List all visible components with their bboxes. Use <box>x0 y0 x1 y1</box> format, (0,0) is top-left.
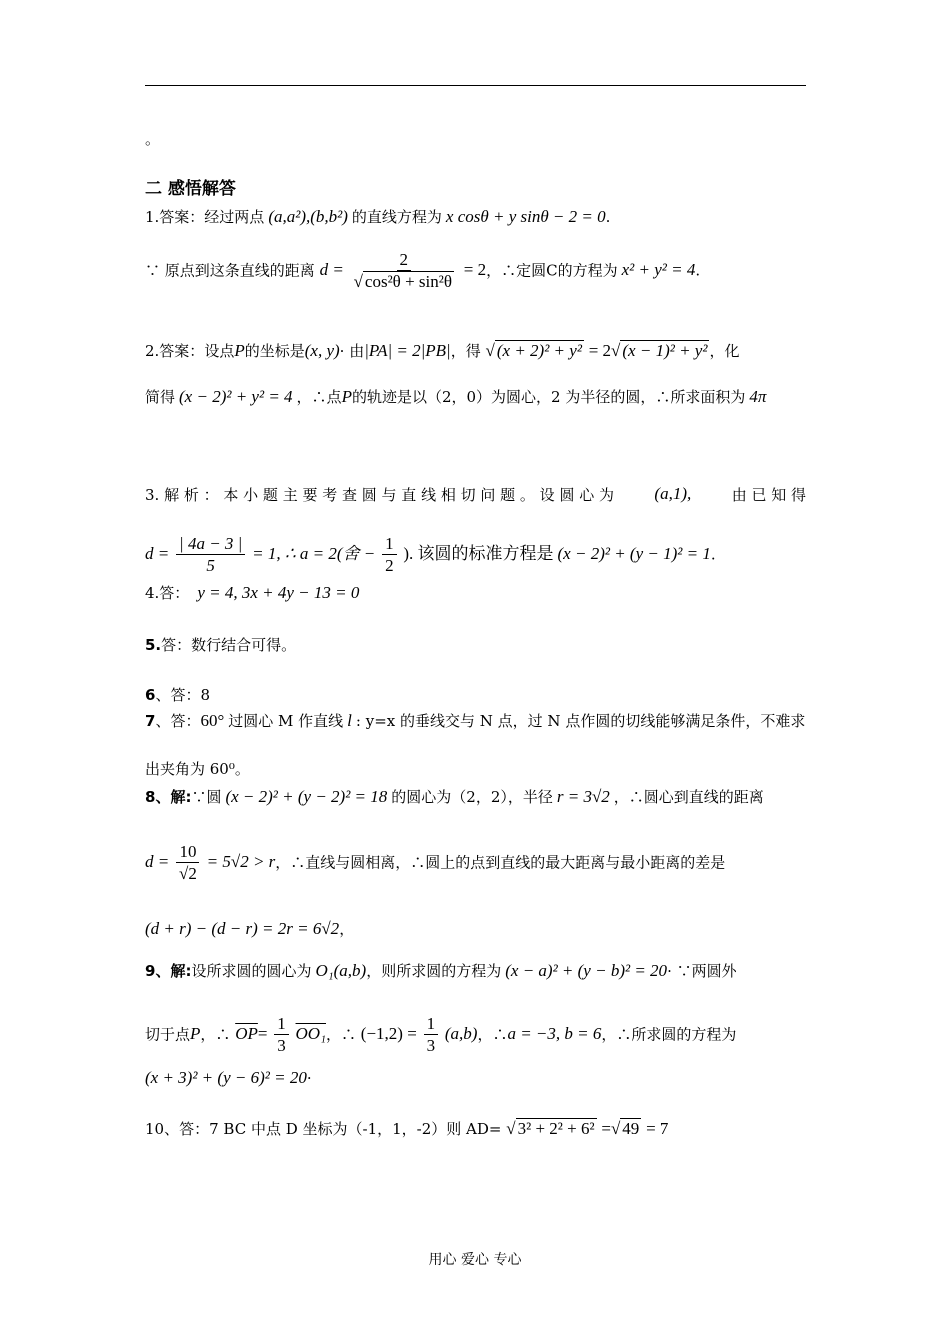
q1-line1: 1.答案：经过两点 (a,a²),(b,b²) 的直线方程为 x cosθ + y sinθ − 2 = 0. <box>145 207 611 226</box>
section-title: 二 感悟解答 <box>145 179 236 199</box>
top-text: 。 <box>145 130 161 148</box>
q2-line1: 2.答案：设点P的坐标是(x, y)· 由|PA| = 2|PB|，得 √ (x + 2)² + y² = 2√ (x − 1)² + y² ，化 <box>145 341 740 360</box>
q7-line1: 7、答：60° 过圆心 M 作直线 l : y=x 的垂线交与 N 点，过 N 点作圆的切线能够满足条件，不难求 <box>145 711 806 730</box>
q5-line: 5.答：数行结合可得。 <box>145 636 297 654</box>
q9-line3: (x + 3)² + (y − 6)² = 20· <box>145 1068 312 1087</box>
q2-line2: 简得 (x − 2)² + y² = 4 ，∴点P的轨迹是以（2，0）为圆心，2 为半径的圆，∴所求面积为 4π <box>145 387 767 406</box>
q3-line2: d = $\frac{| 4a - 3 |}{5}$ = 1, ∴ a = 2(舍 − $\frac{1}{2}$ ). 该圆的标准方程是 (x − 2)² + (y − 1)² = 1. <box>145 534 716 576</box>
q10-line: 10、答：7 BC 中点 D 坐标为（-1，1，-2）则 AD= √ 3² + 2² + 6² =√ 49 = 7 <box>145 1119 669 1138</box>
q4-line: 4.答： y = 4, 3x + 4y − 13 = 0 <box>145 583 360 602</box>
q3-line1: 3. 解 析 ： 本 小 题 主 要 考 查 圆 与 直 线 相 切 问 题 。 设 圆 心 为 (a,1), 由 已 知 得 <box>145 484 806 504</box>
q8-line3: (d + r) − (d − r) = 2r = 6√2， <box>145 919 355 938</box>
q1-line2: ∵ 原点到这条直线的距离 d = $\frac{2}{\text{√ cos²θ + sin²θ}}$ = 2，∴定圆C的方程为 x² + y² = 4. <box>145 250 701 292</box>
q9-line1: 9、解:设所求圆的圆心为 O₁(a,b)，则所求圆的方程为 (x − a)² + (y − b)² = 20· ∵两圆外 <box>145 961 737 980</box>
q7-line2: 出夹角为 60⁰。 <box>145 760 250 778</box>
page-footer: 用心 爱心 专心 <box>428 1252 522 1268</box>
header-rule <box>145 85 806 86</box>
q6-line: 6、答：8 <box>145 686 210 704</box>
q8-line1: 8、解:∵圆 (x − 2)² + (y − 2)² = 18 的圆心为（2，2），半径 r = 3√2 ，∴圆心到直线的距离 <box>145 787 764 806</box>
q9-line2: 切于点P，∴ $\overline{OP}=$ $\frac{1}{3}$ OO₁，∴ (−1,2) = $\frac{1}{3}$ (a,b)，∴a = −3, b = 6，∴所求圆的方程为 <box>145 1014 737 1056</box>
q8-line2: d = $\frac{10}{√2}$ = 5√2 > r，∴直线与圆相离，∴圆上的点到直线的最大距离与最小距离的差是 <box>145 842 726 884</box>
